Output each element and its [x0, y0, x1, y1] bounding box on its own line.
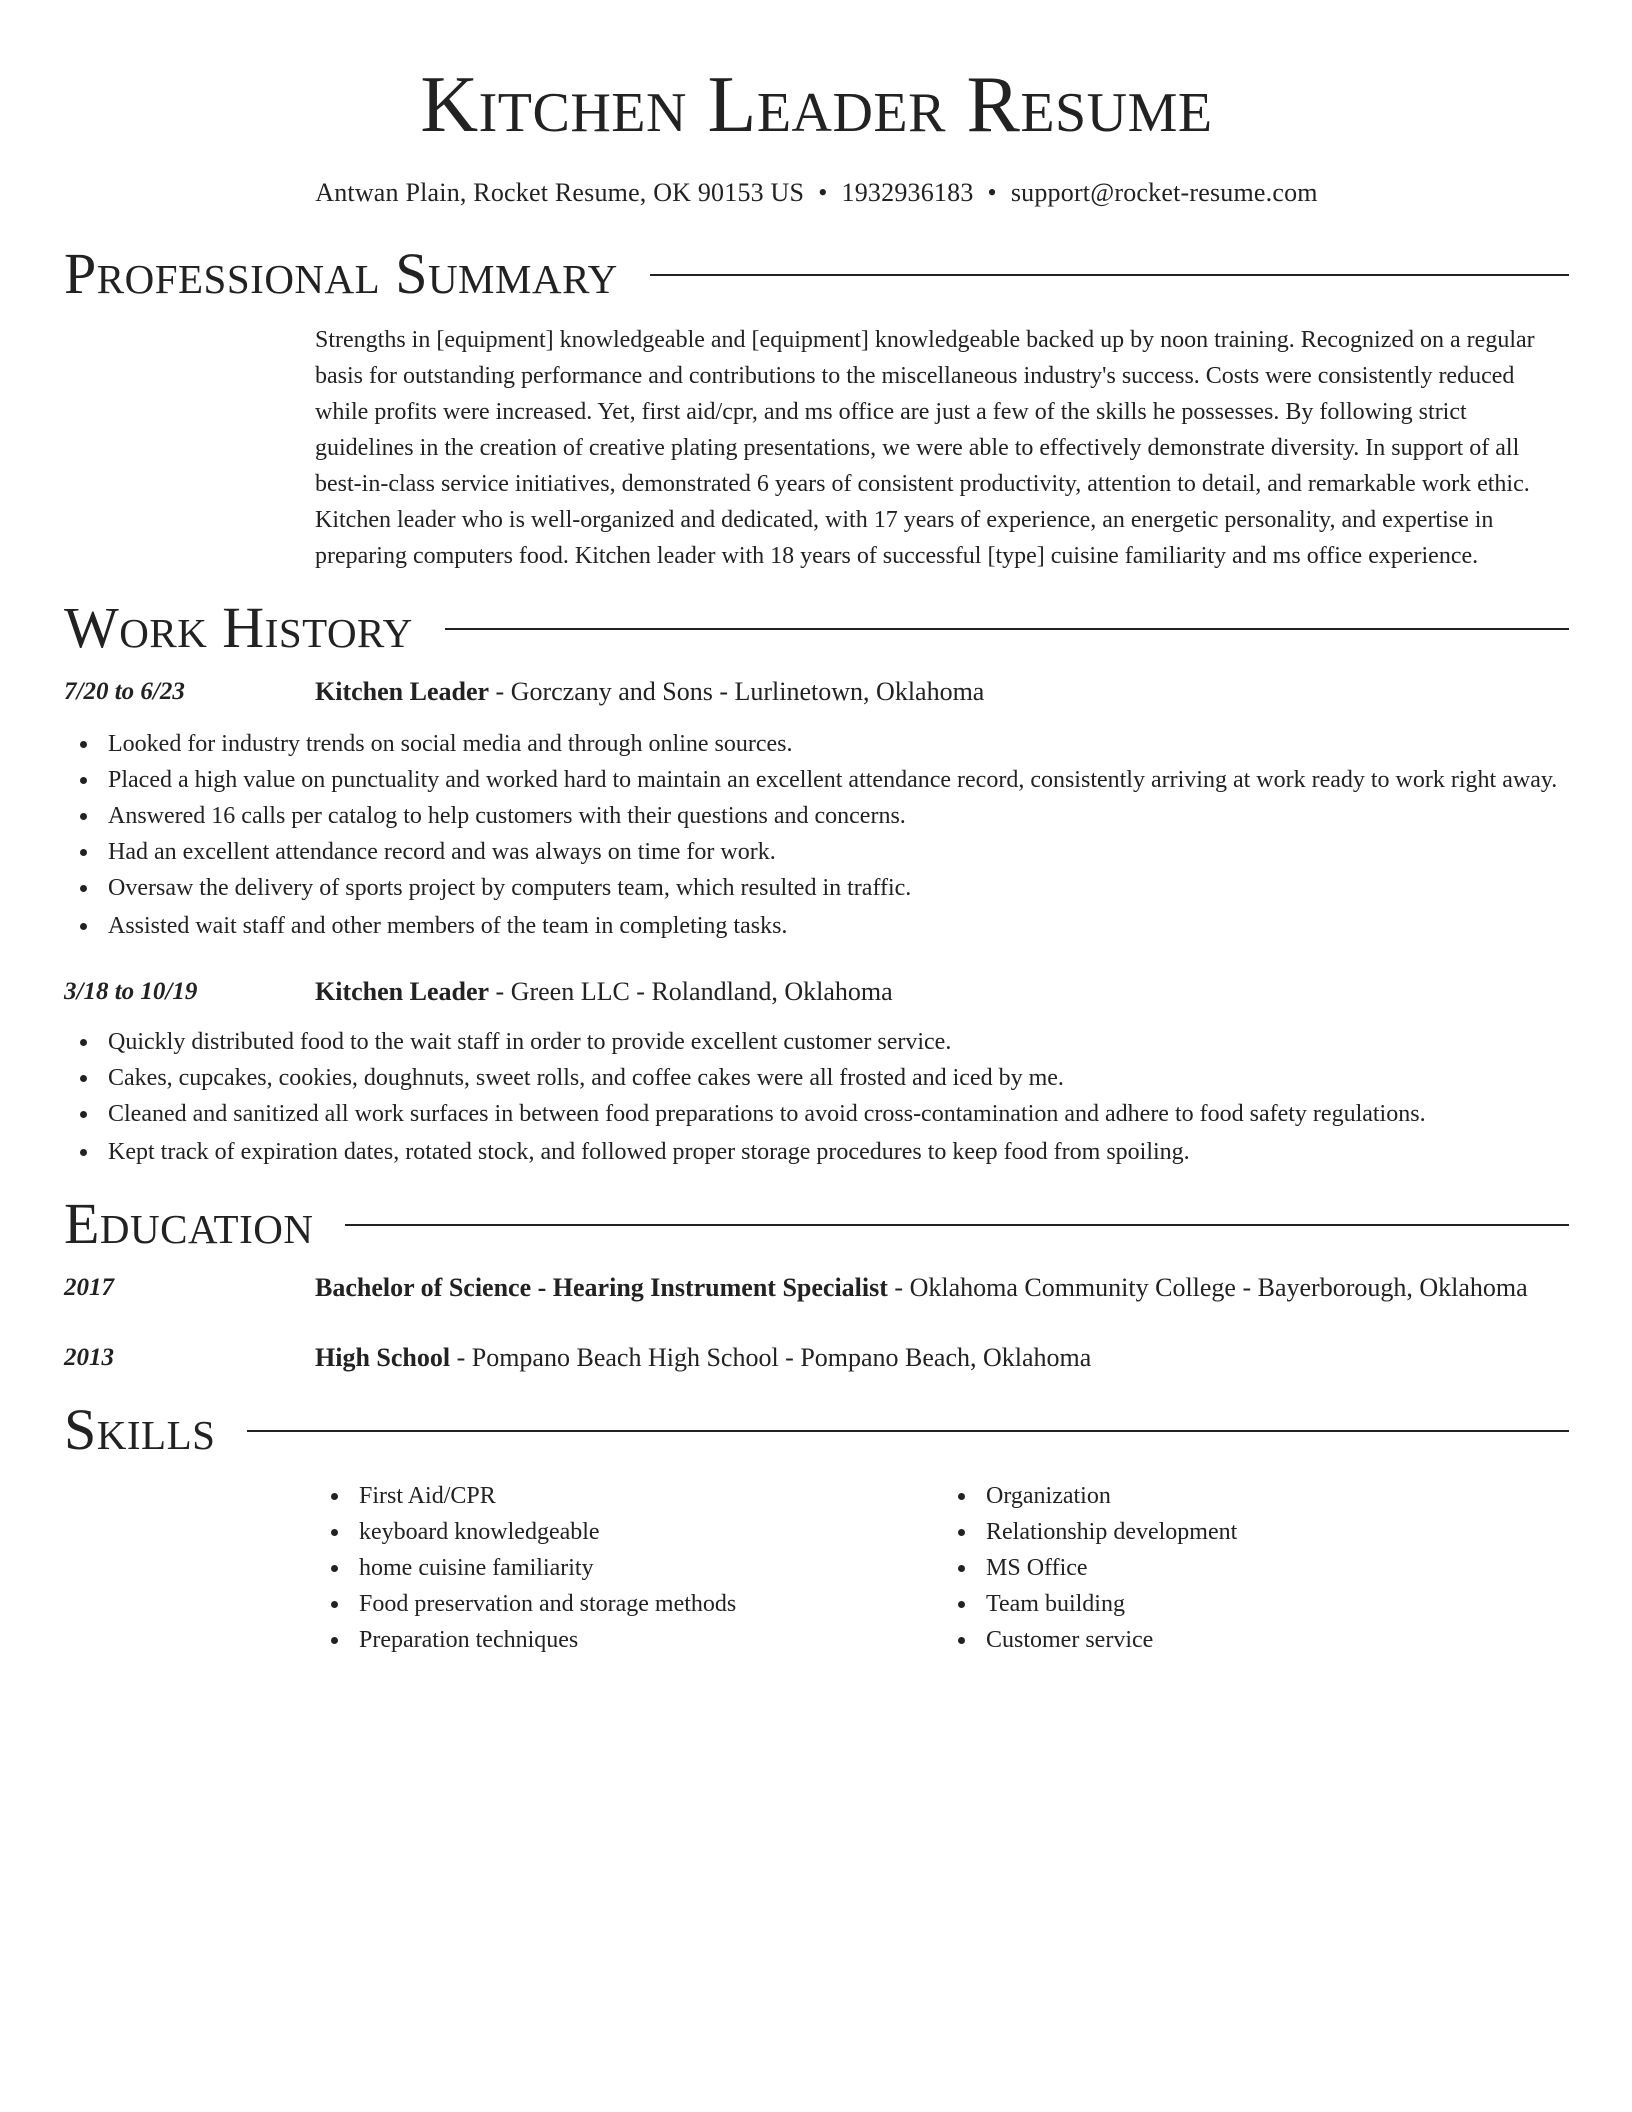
contact-phone: 1932936183 [841, 178, 974, 207]
list-item: Looked for industry trends on social media and through online sources. [108, 726, 1569, 762]
education-year: 2013 [64, 1344, 114, 1371]
education-entry [64, 1270, 1569, 1306]
skill-item: Relationship development [986, 1514, 1569, 1550]
list-item: Answered 16 calls per catalog to help customers with their questions and concerns. [108, 798, 1569, 834]
list-item: Had an excellent attendance record and was always on time for work. [108, 834, 1569, 870]
list-item: Oversaw the delivery of sports project by computers team, which resulted in traffic. [108, 870, 1569, 906]
skill-item: First Aid/CPR [359, 1478, 942, 1514]
list-item: Quickly distributed food to the wait staff in order to provide excellent customer service. [108, 1024, 1569, 1060]
work-section-header [64, 596, 1569, 660]
job-heading [315, 674, 984, 710]
summary-heading: Professional Summary [64, 241, 618, 306]
skill-item: Organization [986, 1478, 1569, 1514]
section-divider [445, 628, 1569, 630]
education-heading-line [315, 1340, 1091, 1376]
skills-columns [315, 1478, 1569, 1658]
skills-list-left [315, 1478, 942, 1658]
summary-section-header [64, 242, 1569, 306]
summary-body [315, 322, 1569, 574]
job-title: Kitchen Leader [315, 977, 490, 1006]
education-degree: High School [315, 1343, 451, 1372]
resume-title: Kitchen Leader Resume [420, 61, 1213, 149]
list-item: Assisted wait staff and other members of the team in completing tasks. [108, 908, 1569, 944]
job-heading [315, 974, 893, 1010]
education-section-header [64, 1192, 1569, 1256]
list-item: Placed a high value on punctuality and worked hard to maintain an excellent attendance record, consistently arriving at work ready to work right away. [108, 762, 1569, 798]
job-entry [64, 674, 1569, 944]
contact-separator: • [818, 178, 828, 207]
resume-page [64, 0, 1569, 1658]
job-details: - Gorczany and Sons - Lurlinetown, Oklahoma [489, 677, 985, 706]
skill-item: MS Office [986, 1550, 1569, 1586]
skill-item: home cuisine familiarity [359, 1550, 942, 1586]
job-dates: 7/20 to 6/23 [64, 678, 185, 705]
work-heading: Work History [64, 595, 413, 660]
education-heading-line [315, 1270, 1528, 1306]
education-degree: Bachelor of Science - Hearing Instrument Specialist [315, 1273, 888, 1302]
education-details: - Pompano Beach High School - Pompano Beach, Oklahoma [450, 1343, 1092, 1372]
skill-item: Preparation techniques [359, 1622, 942, 1658]
job-details: - Green LLC - Rolandland, Oklahoma [489, 977, 893, 1006]
summary-text: Strengths in [equipment] knowledgeable and [equipment] knowledgeable backed up by noon training. Recognized on a regular basis for outstanding performance and contributions to the miscellaneous industry's success. Costs were consistently reduced while profits were increased. Yet, first aid/cpr, and ms office are just a few of the skills he possesses. By following strict guidelines in the creation of creative plating presentations, we were able to effectively demonstrate diversity. In support of all best-in-class service initiatives, demonstrated 6 years of consistent productivity, attention to detail, and remarkable work ethic. Kitchen leader who is well-organized and dedicated, with 17 years of experience, an energetic personality, and expertise in preparing computers food. Kitchen leader with 18 years of successful [type] cuisine familiarity and ms office experience. [315, 327, 1535, 569]
job-entry [64, 974, 1569, 1170]
skill-item: keyboard knowledgeable [359, 1514, 942, 1550]
job-bullets [64, 1024, 1569, 1170]
skill-item: Team building [986, 1586, 1569, 1622]
job-title: Kitchen Leader [315, 677, 490, 706]
list-item: Cakes, cupcakes, cookies, doughnuts, sweet rolls, and coffee cakes were all frosted and iced by me. [108, 1060, 1569, 1096]
list-item: Cleaned and sanitized all work surfaces in between food preparations to avoid cross-contamination and adhere to food safety regulations. [108, 1096, 1569, 1132]
job-dates: 3/18 to 10/19 [64, 978, 198, 1005]
contact-separator: • [987, 178, 997, 207]
job-bullets [64, 726, 1569, 944]
skill-item: Food preservation and storage methods [359, 1586, 942, 1622]
skills-heading: Skills [64, 1397, 216, 1462]
education-entry [64, 1340, 1569, 1376]
contact-email[interactable]: support@rocket-resume.com [1010, 178, 1318, 207]
contact-address: Antwan Plain, Rocket Resume, OK 90153 US [315, 178, 805, 207]
section-divider [345, 1224, 1569, 1226]
contact-line [64, 178, 1569, 208]
list-item: Kept track of expiration dates, rotated stock, and followed proper storage procedures to keep food from spoiling. [108, 1134, 1569, 1170]
education-heading: Education [64, 1191, 314, 1256]
skills-list-right [942, 1478, 1569, 1658]
education-year: 2017 [64, 1274, 114, 1301]
section-divider [650, 274, 1569, 276]
section-divider [247, 1430, 1569, 1432]
education-details: - Oklahoma Community College - Bayerborough, Oklahoma [887, 1273, 1528, 1302]
skill-item: Customer service [986, 1622, 1569, 1658]
skills-section-header [64, 1398, 1569, 1462]
